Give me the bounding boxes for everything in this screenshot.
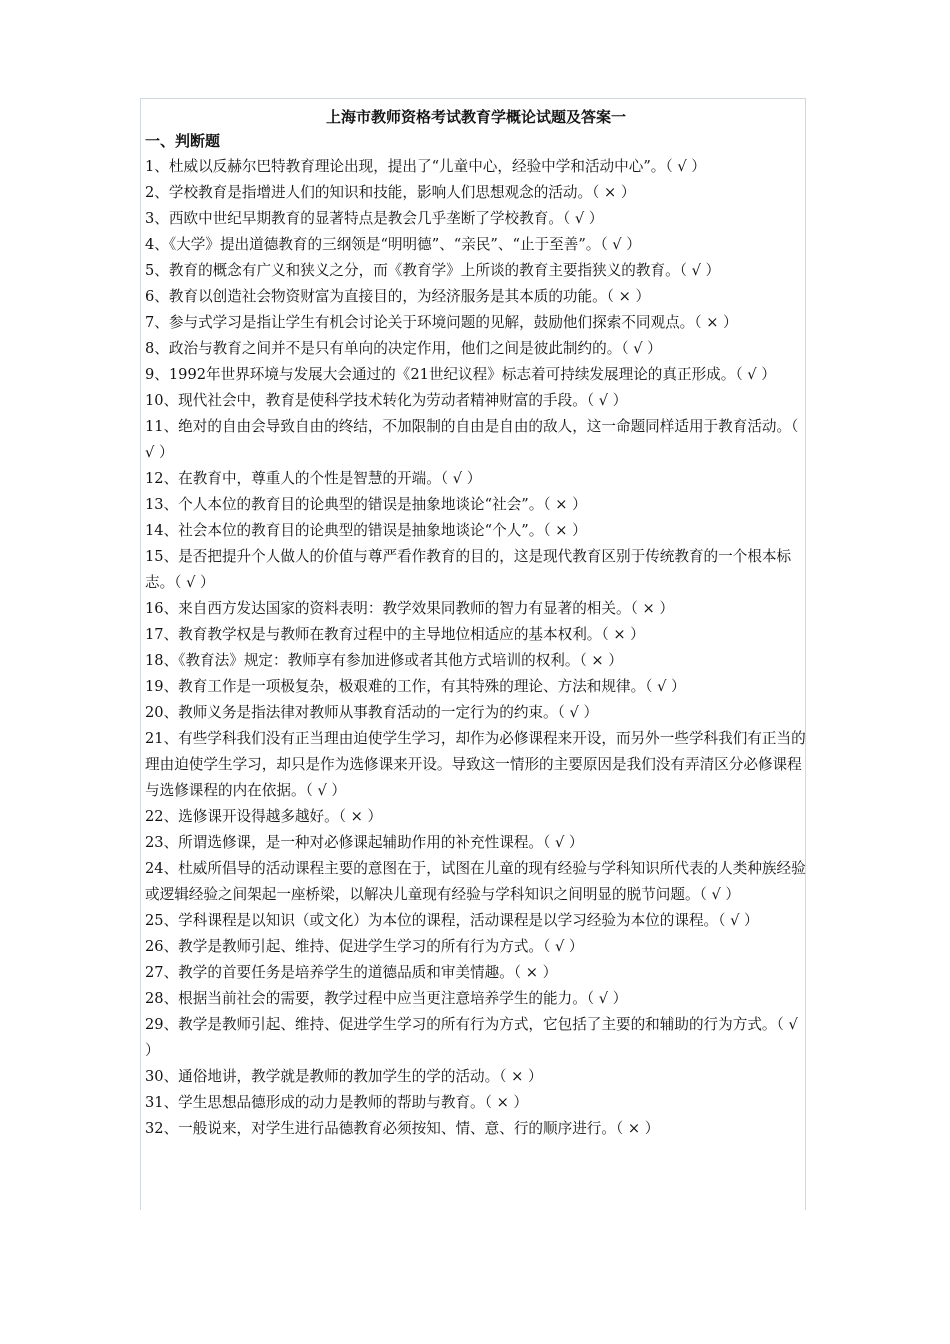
question-item-3: 3、西欧中世纪早期教育的显著特点是教会几乎垄断了学校教育。（ √ ） xyxy=(145,210,604,227)
question-item-27: 27、教学的首要任务是培养学生的道德品质和审美情趣。（ × ） xyxy=(145,964,558,981)
question-item-10: 10、现代社会中，教育是使科学技术转化为劳动者精神财富的手段。（ √ ） xyxy=(145,392,628,409)
question-item-29: 29、教学是教师引起、维持、促进学生学习的所有行为方式，它包括了主要的和辅助的行为方式。（ √ ） xyxy=(145,1016,798,1059)
question-item-18: 18、《教育法》规定：教师享有参加进修或者其他方式培训的权利。（ × ） xyxy=(145,652,623,669)
question-item-31: 31、学生思想品德形成的动力是教师的帮助与教育。（ × ） xyxy=(145,1094,529,1111)
question-item-14: 14、社会本位的教育目的论典型的错误是抽象地谈论“个人”。（ × ） xyxy=(145,522,587,539)
question-item-6: 6、教育以创造社会物资财富为直接目的，为经济服务是其本质的功能。（ × ） xyxy=(145,288,651,305)
question-item-32: 32、一般说来，对学生进行品德教育必须按知、情、意、行的顺序进行。（ × ） xyxy=(145,1120,660,1137)
question-item-16: 16、来自西方发达国家的资料表明：教学效果同教师的智力有显著的相关。（ × ） xyxy=(145,600,674,617)
question-item-2: 2、学校教育是指增进人们的知识和技能，影响人们思想观念的活动。（ × ） xyxy=(145,184,636,201)
question-item-26: 26、教学是教师引起、维持、促进学生学习的所有行为方式。（ √ ） xyxy=(145,938,584,955)
question-item-22: 22、选修课开设得越多越好。（ × ） xyxy=(145,808,383,825)
question-item-11: 11、绝对的自由会导致自由的终结，不加限制的自由是自由的敌人，这一命题同样适用于教育活动。（ √ ） xyxy=(145,418,799,461)
question-item-12: 12、在教育中，尊重人的个性是智慧的开端。（ √ ） xyxy=(145,470,482,487)
question-item-9: 9、1992年世界环境与发展大会通过的《21世纪议程》标志着可持续发展理论的真正形成。（ √ ） xyxy=(145,366,776,383)
question-list xyxy=(145,154,807,1142)
question-item-24: 24、杜威所倡导的活动课程主要的意图在于，试图在儿童的现有经验与学科知识所代表的人类种族经验或逻辑经验之间架起一座桥梁，以解决儿童现有经验与学科知识之间明显的脱节问题。（ √ ） xyxy=(145,860,806,903)
question-item-23: 23、所谓选修课，是一种对必修课起辅助作用的补充性课程。（ √ ） xyxy=(145,834,584,851)
question-item-17: 17、教育教学权是与教师在教育过程中的主导地位相适应的基本权利。（ × ） xyxy=(145,626,645,643)
question-item-5: 5、教育的概念有广义和狭义之分，而《教育学》上所谈的教育主要指狭义的教育。（ √ ） xyxy=(145,262,721,279)
question-item-28: 28、根据当前社会的需要，教学过程中应当更注意培养学生的能力。（ √ ） xyxy=(145,990,628,1007)
question-item-21: 21、有些学科我们没有正当理由迫使学生学习，却作为必修课程来开设，而另外一些学科我们有正当的理由迫使学生学习，却只是作为选修课来开设。导致这一情形的主要原因是我们没有弄清区分必修课程与选修课程的内在依据。（ √ ） xyxy=(145,730,806,799)
question-item-13: 13、个人本位的教育目的论典型的错误是抽象地谈论“社会”。（ × ） xyxy=(145,496,587,513)
question-item-1: 1、杜威以反赫尔巴特教育理论出现，提出了“儿童中心，经验中学和活动中心”。（ √ ） xyxy=(145,158,706,175)
document-title: 上海市教师资格考试教育学概论试题及答案一 xyxy=(325,108,626,126)
section-heading: 一、判断题 xyxy=(145,132,221,150)
question-item-30: 30、通俗地讲，教学就是教师的教加学生的学的活动。（ × ） xyxy=(145,1068,543,1085)
question-item-20: 20、教师义务是指法律对教师从事教育活动的一定行为的约束。（ √ ） xyxy=(145,704,599,721)
question-item-25: 25、学科课程是以知识（或文化）为本位的课程，活动课程是以学习经验为本位的课程。（ √ ） xyxy=(145,912,759,929)
document-body xyxy=(145,106,807,1142)
question-item-7: 7、参与式学习是指让学生有机会讨论关于环境问题的见解，鼓励他们探索不同观点。（ × ） xyxy=(145,314,738,331)
question-item-19: 19、教育工作是一项极复杂，极艰难的工作，有其特殊的理论、方法和规律。（ √ ） xyxy=(145,678,686,695)
question-item-15: 15、是否把提升个人做人的价值与尊严看作教育的目的，这是现代教育区别于传统教育的一个根本标志。（ √ ） xyxy=(145,548,792,591)
question-item-8: 8、政治与教育之间并不是只有单向的决定作用，他们之间是彼此制约的。（ √ ） xyxy=(145,340,662,357)
question-item-4: 4、《大学》提出道德教育的三纲领是“明明德”、“亲民”、“止于至善”。（ √ ） xyxy=(145,236,641,253)
